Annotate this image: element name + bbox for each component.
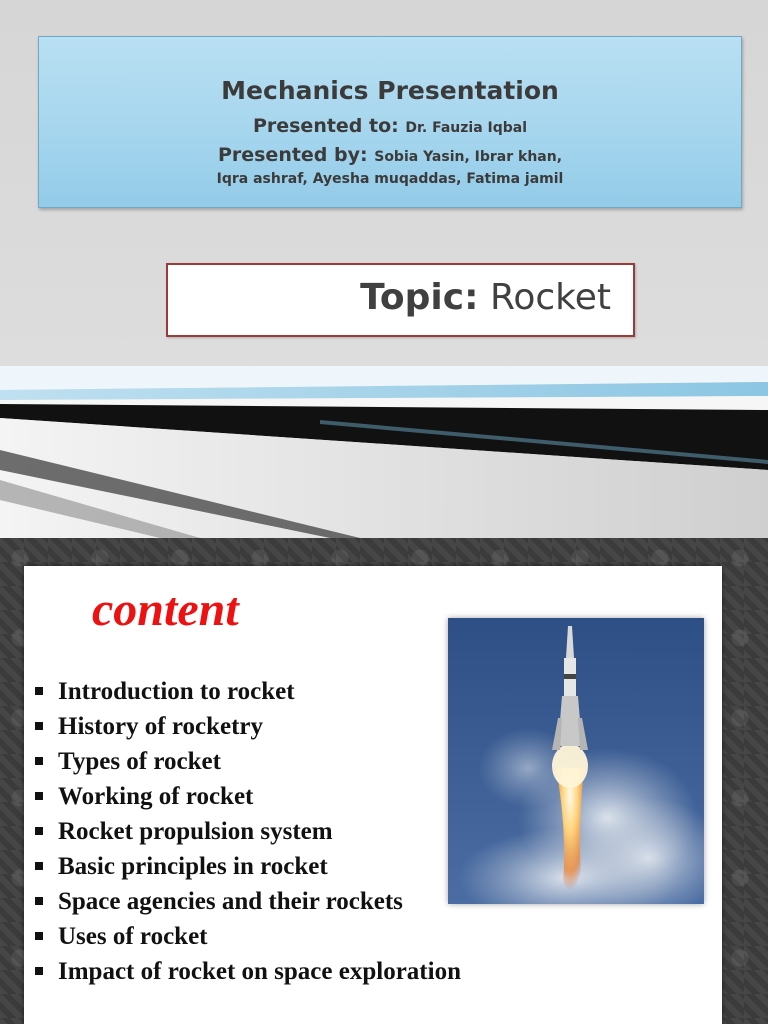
bullet-square-icon bbox=[35, 967, 43, 975]
bullet-square-icon bbox=[35, 722, 43, 730]
bullet-square-icon bbox=[35, 687, 43, 695]
content-slide bbox=[0, 538, 768, 1024]
topic-box bbox=[166, 263, 635, 337]
list-item bbox=[32, 923, 461, 958]
bullet-square-icon bbox=[35, 862, 43, 870]
title-box bbox=[38, 36, 742, 208]
list-item bbox=[32, 783, 461, 818]
topic-text bbox=[360, 277, 611, 318]
decorative-swoosh bbox=[0, 360, 768, 538]
presented-by-value-2: Iqra ashraf, Ayesha muqaddas, Fatima jamil bbox=[216, 171, 564, 187]
presentation-title: Mechanics Presentation bbox=[221, 76, 559, 105]
bullet-square-icon bbox=[35, 792, 43, 800]
list-item bbox=[32, 748, 461, 783]
list-item bbox=[32, 853, 461, 888]
bullet-square-icon bbox=[35, 757, 43, 765]
list-item-text: Space agencies and their rockets bbox=[58, 888, 403, 915]
presented-by-value-1: Sobia Yasin, Ibrar khan, bbox=[374, 149, 563, 165]
list-item-text: Rocket propulsion system bbox=[58, 818, 333, 845]
list-item bbox=[32, 713, 461, 748]
presented-by-line bbox=[39, 144, 741, 166]
bullet-square-icon bbox=[35, 827, 43, 835]
list-item-text: History of rocketry bbox=[58, 713, 264, 740]
list-item-text: Working of rocket bbox=[58, 783, 254, 810]
bullet-square-icon bbox=[35, 897, 43, 905]
presented-to-label: Presented to: bbox=[252, 115, 399, 137]
presented-by-label: Presented by: bbox=[217, 144, 368, 166]
list-item bbox=[32, 818, 461, 853]
bullet-square-icon bbox=[35, 932, 43, 940]
list-item-text: Introduction to rocket bbox=[58, 678, 295, 705]
list-item-text: Basic principles in rocket bbox=[58, 853, 328, 880]
list-item-text: Impact of rocket on space exploration bbox=[58, 958, 461, 985]
topic-value: Rocket bbox=[489, 277, 611, 318]
topic-label: Topic: bbox=[360, 277, 479, 318]
rocket-launch-image bbox=[448, 618, 704, 904]
list-item bbox=[32, 678, 461, 713]
content-heading: content bbox=[92, 583, 239, 636]
presented-to-line bbox=[39, 115, 741, 137]
content-panel bbox=[24, 566, 722, 1024]
list-item-text: Uses of rocket bbox=[58, 923, 208, 950]
list-item bbox=[32, 958, 461, 993]
content-list bbox=[32, 678, 461, 993]
list-item-text: Types of rocket bbox=[58, 748, 221, 775]
list-item bbox=[32, 888, 461, 923]
presented-to-value: Dr. Fauzia Iqbal bbox=[405, 120, 528, 136]
